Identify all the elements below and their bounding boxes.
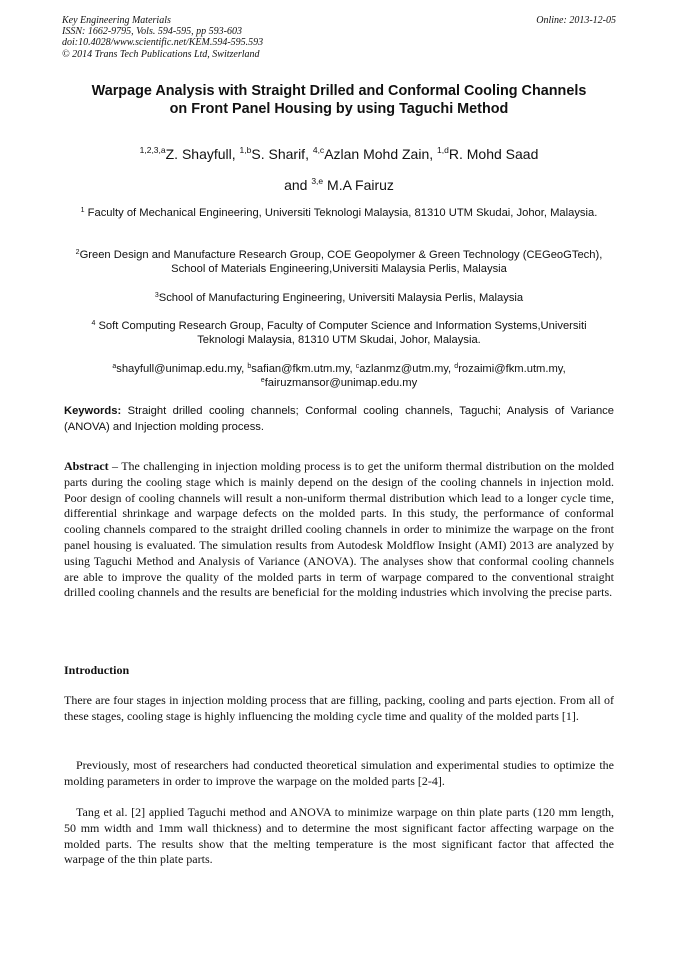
- intro-paragraph-2: Previously, most of researchers had conducted theoretical simulation and experimental studies to optimize the molding parameters in order to improve the warpage on the molded parts [2-4].: [64, 758, 614, 788]
- affiliation-4: [70, 319, 608, 348]
- keywords-text: Straight drilled cooling channels; Conformal cooling channels, Taguchi; Analysis of Variance (ANOVA) and Injection molding process.: [64, 405, 614, 433]
- abstract-text: – The challenging in injection molding process is to get the uniform thermal distribution on the molded parts during the cooling stage which is mainly depend on the design of the cooling channels in injection mold. Poor design of cooling channels will result a non-uniform thermal distribution which lead to a longer cycle time, differential shrinkage and warpage defects on the molded parts. In this study, the performance of conformal cooling channels compared to the straight drilled cooling channels in order to minimize the warpage on the front panel housing is evaluated. The simulation results from Autodesk Moldflow Insight (AMI) 2013 are analyzed by using Taguchi Method and Analysis of Variance (ANOVA). The analyses show that conformal cooling channels are able to improve the quality of the molded parts in term of warpage compared to the conventional straight drilled cooling channels and the results are beneficial for the molding industries which involving the precise parts.: [64, 459, 614, 600]
- affiliation-sup: 4: [91, 320, 96, 327]
- issn-line: ISSN: 1662-9795, Vols. 594-595, pp 593-603: [62, 26, 242, 38]
- abstract-label: Abstract: [64, 459, 109, 473]
- affiliation-3: [70, 291, 608, 305]
- affiliation-sup: 2: [75, 249, 80, 256]
- author-sup: 1,b: [239, 145, 252, 155]
- title-line-2: on Front Panel Housing by using Taguchi Method: [169, 101, 509, 117]
- title-line-1: Warpage Analysis with Straight Drilled and Conformal Cooling Channels: [91, 83, 587, 99]
- author-list-last: [50, 177, 628, 193]
- abstract: [64, 459, 614, 601]
- email-list: [70, 362, 608, 391]
- affiliation-text: Faculty of Mechanical Engineering, Universiti Teknologi Malaysia, 81310 UTM Skudai, Johor, Malaysia.: [84, 207, 598, 219]
- paper-title: [50, 82, 628, 118]
- copyright-line: © 2014 Trans Tech Publications Ltd, Switzerland: [62, 48, 260, 60]
- author-name: Azlan Mohd Zain,: [324, 146, 438, 162]
- intro-paragraph-1: There are four stages in injection molding process that are filling, packing, cooling and parts ejection. From all of these stages, cooling stage is highly influencing the molding cycle time and quality of the molded parts [1].: [64, 693, 614, 723]
- author-name: S. Sharif,: [251, 146, 313, 162]
- email-address[interactable]: shayfull@unimap.edu.my,: [116, 363, 248, 375]
- affiliation-text: Green Design and Manufacture Research Group, COE Geopolymer & Green Technology (CEGeoGTech), School of Materials Engineering,Universiti Malaysia Perlis, Malaysia: [79, 249, 603, 276]
- email-sup: e: [260, 377, 265, 385]
- section-heading-introduction: Introduction: [64, 663, 130, 677]
- doi-line[interactable]: doi:10.4028/www.scientific.net/KEM.594-595.593: [62, 37, 264, 49]
- journal-header: [62, 15, 616, 60]
- email-sup: d: [454, 363, 459, 370]
- author-name: R. Mohd Saad: [448, 146, 539, 162]
- email-sup: a: [112, 363, 117, 370]
- affiliation-text: School of Manufacturing Engineering, Universiti Malaysia Perlis, Malaysia: [158, 292, 524, 304]
- author-name: M.A Fairuz: [327, 177, 394, 193]
- intro-paragraph-3: Tang et al. [2] applied Taguchi method and ANOVA to minimize warpage on thin plate parts (120 mm length, 50 mm width and 1mm wall thickness) and to determine the most significant factor affecting warpage on the molded parts. The results show that the melting temperature is the most significant factor that affected the warpage of the thin plate parts.: [64, 805, 614, 867]
- email-address[interactable]: safian@fkm.utm.my,: [251, 363, 356, 375]
- email-address[interactable]: rozaimi@fkm.utm.my,: [458, 363, 566, 375]
- email-sup: b: [247, 363, 252, 370]
- author-sup: 1,d: [437, 145, 449, 155]
- email-address[interactable]: azlanmz@utm.my,: [359, 363, 455, 375]
- email-address[interactable]: fairuzmansor@unimap.edu.my: [264, 377, 418, 390]
- author-and: and: [284, 177, 312, 193]
- affiliation-sup: 3: [154, 292, 159, 299]
- email-sup: c: [355, 363, 360, 370]
- journal-name: Key Engineering Materials: [62, 15, 171, 26]
- author-sup: 3,e: [311, 176, 324, 186]
- affiliation-1: [70, 206, 608, 220]
- keywords: [64, 404, 614, 435]
- affiliation-sup: 1: [80, 207, 85, 214]
- affiliation-text: Soft Computing Research Group, Faculty of Computer Science and Information Systems,Universiti Teknologi Malaysia, 81310 UTM Skudai, Johor, Malaysia.: [95, 320, 587, 347]
- author-sup: 4,c: [312, 145, 325, 155]
- affiliation-2: [70, 248, 608, 277]
- keywords-label: Keywords:: [64, 405, 122, 417]
- author-list: [50, 146, 628, 162]
- author-name: Z. Shayfull,: [165, 146, 240, 162]
- online-date: Online: 2013-12-05: [536, 15, 616, 26]
- author-sup: 1,2,3,a: [139, 145, 166, 155]
